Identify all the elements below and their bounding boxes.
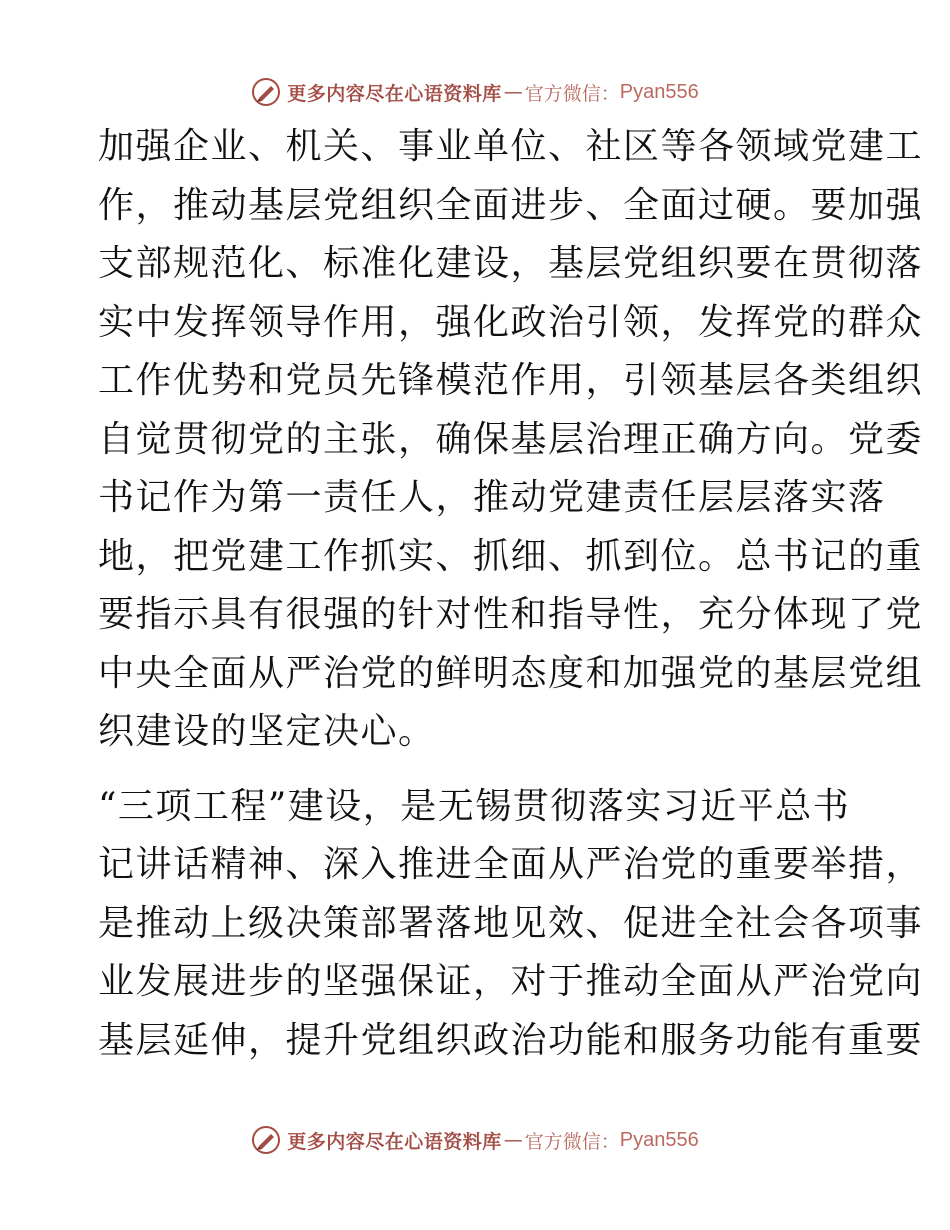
text-line: 基层延伸，提升党组织政治功能和服务功能有重要 [98,1019,924,1061]
text-line: 加强企业、机关、事业单位、社区等各领域党建工 [98,126,924,167]
footer-wechat-label: 官方微信： [524,1130,620,1153]
text-line: 自觉贯彻党的主张，确保基层治理正确方向。党委 [98,418,924,460]
pen-logo-icon [251,1125,281,1155]
text-line: “三项工程”建设，是无锡贯彻落实习近平总书 [98,785,851,827]
text-line: 织建设的坚定决心。 [98,711,436,752]
header-dash: — [503,81,523,103]
text-line: 作，推动基层党组织全面进步、全面过硬。要加强 [98,184,924,226]
text-line: 是推动上级决策部署落地见效、促进全社会各项事 [98,902,924,944]
header-watermark [0,72,950,112]
footer-promo-text: 更多内容尽在心语资料库 [287,1130,502,1153]
text-line: 记讲话精神、深入推进全面从严治党的重要举措， [98,844,924,885]
text-line: 地，把党建工作抓实、抓细、抓到位。总书记的重 [98,535,924,577]
footer-watermark [0,1120,950,1160]
text-line: 业发展进步的坚强保证，对于推动全面从严治党向 [98,961,924,1002]
pen-logo-icon [251,77,281,107]
header-wechat-label: 官方微信： [524,82,620,105]
document-body [98,118,924,1070]
header-promo-text: 更多内容尽在心语资料库 [287,82,502,105]
paragraph-2 [98,778,924,1071]
header-wechat-id: Pyan556 [619,80,699,103]
text-line: 书记作为第一责任人，推动党建责任层层落实落 [98,477,886,518]
text-line: 中央全面从严治党的鲜明态度和加强党的基层党组 [98,652,924,694]
footer-wechat-id: Pyan556 [619,1128,699,1151]
text-line: 工作优势和党员先锋模范作用，引领基层各类组织 [98,360,924,401]
footer-dash: — [503,1129,523,1151]
text-line: 实中发挥领导作用，强化政治引领，发挥党的群众 [98,301,924,343]
paragraph-1 [98,118,924,762]
text-line: 要指示具有很强的针对性和指导性，充分体现了党 [98,594,924,635]
paragraph-spacer [98,762,858,778]
text-line: 支部规范化、标准化建设，基层党组织要在贯彻落 [98,243,924,284]
